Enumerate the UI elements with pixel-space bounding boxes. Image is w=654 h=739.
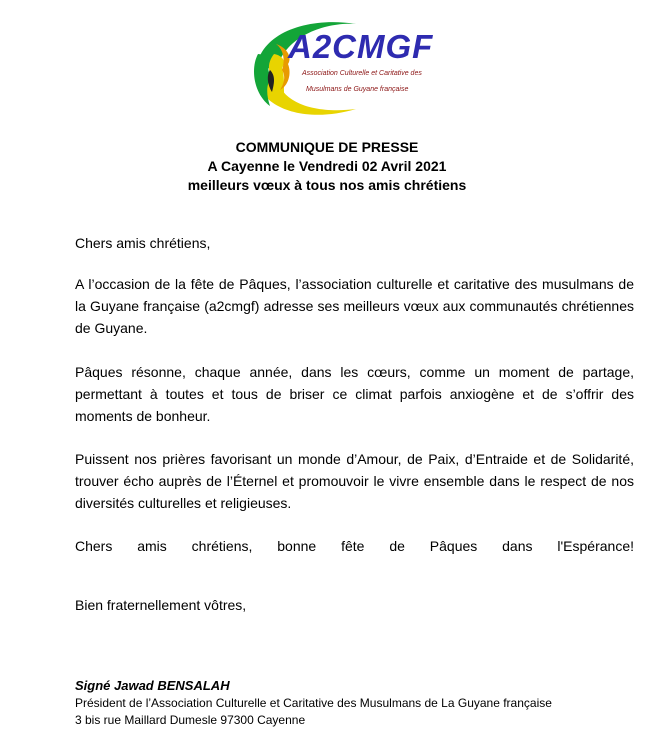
logo-subtitle-2: Musulmans de Guyane française [306,86,409,93]
paragraph-2 [75,361,634,427]
header-date: A Cayenne le Vendredi 02 Avril 2021 [207,158,447,174]
header-title: COMMUNIQUE DE PRESSE [235,139,419,155]
paragraph-1 [75,273,634,339]
paragraph-3-text: Puissent nos prières favorisant un monde d’Amour, de Paix, d’Entraide et de Solidarité, trouver écho auprès de l’Éternel et promouvoir le vivre ensemble dans le respect de nos diversités culturelles et religieuses. [75,451,634,511]
closing-line: Bien fraternellement vôtres, [75,597,247,613]
paragraph-2-text: Pâques résonne, chaque année, dans les cœurs, comme un moment de partage, permettant à toutes et tous de briser ce climat parfois anxiogène et de s’offrir des moments de bonheur. [75,364,634,424]
paragraph-3 [75,448,634,514]
greeting: Chers amis chrétiens, [75,235,211,251]
press-release-header [0,138,654,195]
a2cmgf-logo [236,14,434,124]
signature-name: Signé Jawad BENSALAH [75,678,230,693]
signature-block [75,677,634,729]
wish-line: Chers amis chrétiens, bonne fête de Pâques dans l'Espérance! [75,538,634,554]
header-subject: meilleurs vœux à tous nos amis chrétiens [187,177,467,193]
paragraph-1-text: A l’occasion de la fête de Pâques, l’association culturelle et caritative des musulmans de la Guyane française (a2cmgf) adresse ses meilleurs vœux aux communautés chrétiennes de Guyane. [75,276,634,336]
logo-subtitle-1: Association Culturelle et Caritative des [302,70,422,77]
logo-brand-text: A2CMGF [288,28,434,65]
signature-title: Président de l’Association Culturelle et Caritative des Musulmans de La Guyane française [75,696,552,710]
signature-address: 3 bis rue Maillard Dumesle 97300 Cayenne [75,713,306,727]
